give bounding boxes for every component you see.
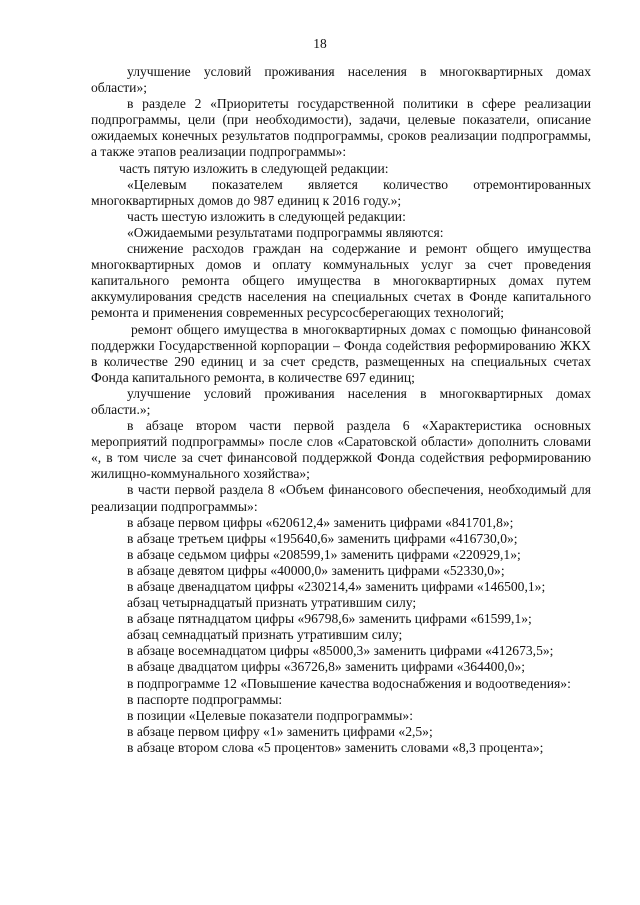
paragraph: в абзаце седьмом цифры «208599,1» заменить цифрами «220929,1»;: [127, 546, 521, 562]
paragraph: в абзаце первом цифры «620612,4» заменить цифрами «841701,8»;: [127, 514, 514, 530]
page-number: 18: [313, 36, 327, 51]
paragraph: абзац семнадцатый признать утратившим силу;: [127, 627, 403, 643]
paragraph: в абзаце двенадцатом цифры «230214,4» заменить цифрами «146500,1»;: [127, 579, 546, 594]
paragraph: часть шестую изложить в следующей редакции:: [127, 208, 406, 224]
paragraph: в позиции «Целевые показатели подпрограммы»:: [127, 707, 413, 723]
paragraph: в части первой раздела 8 «Объем финансового обеспечения, необходимый для реализации подпрограммы»:: [91, 482, 591, 514]
document-body: [91, 64, 591, 756]
paragraph: «Ожидаемыми результатами подпрограммы являются:: [127, 224, 444, 240]
paragraph: улучшение условий проживания населения в многоквартирных домах области»;: [91, 64, 591, 96]
paragraph: в абзаце девятом цифры «40000,0» заменить цифрами «52330,0»;: [127, 562, 505, 578]
paragraph: в абзаце втором части первой раздела 6 «Характеристика основных мероприятий подпрограммы» после слов «Саратовской области» дополнить словами «, в том числе за счет финансовой поддержкой Фонда содействия реформированию жилищно-коммунального хозяйства»;: [91, 418, 591, 482]
paragraph: в абзаце двадцатом цифры «36726,8» заменить цифрами «364400,0»;: [127, 659, 526, 675]
paragraph: абзац четырнадцатый признать утратившим силу;: [127, 595, 417, 611]
paragraph: в абзаце пятнадцатом цифры «96798,6» заменить цифрами «61599,1»;: [127, 611, 532, 627]
paragraph: в абзаце третьем цифры «195640,6» заменить цифрами «416730,0»;: [127, 530, 518, 546]
paragraph: снижение расходов граждан на содержание и ремонт общего имущества многоквартирных домов и оплату коммунальных услуг за счет проведения капитального ремонта общего имущества в многоквартирных домах путем аккумулирования средств населения на специальных счетах в Фонде капитального ремонта и применения современных ресурсосберегающих технологий;: [91, 241, 591, 321]
paragraph: улучшение условий проживания населения в многоквартирных домах области.»;: [91, 385, 591, 417]
paragraph: «Целевым показателем является количество отремонтированных многоквартирных домов до 987 единиц к 2016 году.»;: [91, 176, 591, 208]
paragraph: в паспорте подпрограммы:: [127, 691, 283, 707]
paragraph: часть пятую изложить в следующей редакции:: [119, 160, 389, 176]
paragraph: в подпрограмме 12 «Повышение качества водоснабжения и водоотведения»:: [127, 675, 571, 691]
paragraph: в абзаце восемнадцатом цифры «85000,3» заменить цифрами «412673,5»;: [127, 643, 554, 659]
paragraph: ремонт общего имущества в многоквартирных домах с помощью финансовой поддержки Государственной корпорации – Фонда содействия реформированию ЖКХ в количестве 290 единиц и за счет средств, размещенных на специальных счетах Фонда капитального ремонта, в количестве 697 единиц;: [91, 321, 591, 385]
paragraph: в абзаце втором слова «5 процентов» заменить словами «8,3 процента»;: [127, 739, 544, 755]
paragraph: в разделе 2 «Приоритеты государственной политики в сфере реализации подпрограммы, цели (при необходимости), задачи, целевые показатели, описание ожидаемых конечных результатов подпрограммы, сроков реализации подпрограммы, а также этапов реализации подпрограммы»:: [91, 96, 591, 160]
paragraph: в абзаце первом цифру «1» заменить цифрами «2,5»;: [127, 723, 433, 739]
